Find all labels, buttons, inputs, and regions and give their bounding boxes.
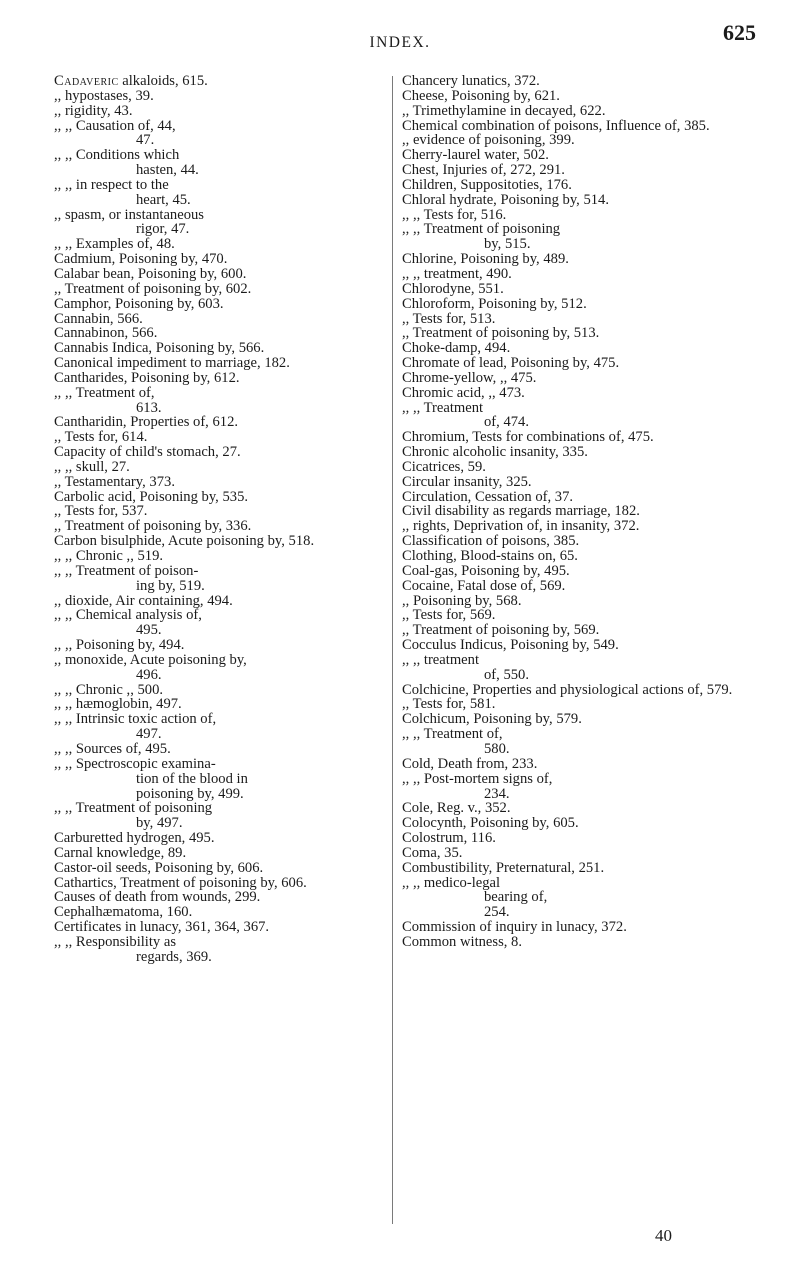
index-entry: Combustibility, Preternatural, 251. (402, 859, 605, 876)
index-entry: Colchicum, Poisoning by, 579. (402, 711, 582, 728)
index-entry: Chancery lunatics, 372. (402, 73, 540, 89)
index-entry-text: alkaloids, 615. (118, 73, 208, 89)
index-entry: Chemical combination of poisons, Influence of, 385. (402, 117, 710, 134)
index-entry: Certificates in lunacy, 361, 364, 367. (54, 919, 270, 936)
index-entry: Cantharidin, Properties of, 612. (54, 414, 239, 431)
index-entry (54, 74, 390, 89)
index-entry: ,, rigidity, 43. (54, 102, 133, 119)
index-entry-continuation: ing by, 519. (136, 577, 205, 594)
index-entry: Colocynth, Poisoning by, 605. (402, 815, 579, 832)
index-entry: Cantharides, Poisoning by, 612. (54, 369, 240, 386)
index-entry: ,, ,, Chronic ,, 500. (54, 681, 164, 698)
index-headword: Cadaveric (54, 73, 119, 89)
index-entry-continuation: by, 497. (136, 815, 183, 832)
index-entry: Carbon bisulphide, Acute poisoning by, 518. (54, 533, 315, 550)
index-entry: Coal-gas, Poisoning by, 495. (402, 562, 570, 579)
index-entry: ,, ,, Causation of, 44, (54, 117, 176, 134)
index-entry: Children, Suppositoties, 176. (402, 176, 572, 193)
index-entry: Chloral hydrate, Poisoning by, 514. (402, 191, 609, 208)
index-entry: ,, evidence of poisoning, 399. (402, 132, 575, 149)
index-entry: ,, monoxide, Acute poisoning by, (54, 651, 247, 668)
index-entry: Cadmium, Poisoning by, 470. (54, 251, 228, 268)
index-entry: Chromic acid, ,, 473. (402, 384, 525, 401)
index-entry: ,, Treatment of poisoning by, 336. (54, 518, 252, 535)
index-entry-continuation: hasten, 44. (136, 162, 199, 179)
index-entry: ,, ,, medico-legal (402, 874, 501, 891)
index-column-left (54, 74, 390, 965)
index-entry: ,, Tests for, 569. (402, 607, 496, 624)
index-entry: Causes of death from wounds, 299. (54, 889, 261, 906)
index-entry: ,, Tests for, 513. (402, 310, 496, 327)
index-entry: ,, Trimethylamine in decayed, 622. (402, 102, 606, 119)
index-entry-continuation: poisoning by, 499. (136, 785, 244, 802)
column-divider (392, 76, 393, 1224)
signature-mark: 40 (655, 1226, 672, 1245)
index-entry: Chlorine, Poisoning by, 489. (402, 251, 569, 268)
index-entry: ,, ,, Examples of, 48. (54, 236, 175, 253)
index-entry: Chrome-yellow, ,, 475. (402, 369, 537, 386)
index-entry-continuation: 254. (484, 904, 510, 921)
index-entry: Cicatrices, 59. (402, 458, 486, 475)
index-entry: Canonical impediment to marriage, 182. (54, 355, 290, 372)
index-entry: Cocaine, Fatal dose of, 569. (402, 577, 566, 594)
index-entry: Cold, Death from, 233. (402, 755, 538, 772)
index-entry: ,, ,, Treatment of poison- (54, 562, 199, 579)
index-entry-continuation: heart, 45. (136, 191, 191, 208)
index-entry: Calabar bean, Poisoning by, 600. (54, 265, 247, 282)
index-entry: Civil disability as regards marriage, 182. (402, 503, 640, 520)
index-entry: Chlorodyne, 551. (402, 280, 504, 297)
page-number: 625 (723, 20, 756, 45)
index-entry: ,, Tests for, 537. (54, 503, 148, 520)
index-entry: ,, ,, in respect to the (54, 176, 169, 193)
index-entry: Chromium, Tests for combinations of, 475. (402, 429, 654, 446)
index-entry-continuation: 580. (484, 740, 510, 757)
index-entry-continuation: 613. (136, 399, 162, 416)
index-entry: ,, Tests for, 614. (54, 429, 148, 446)
index-entry: ,, ,, hæmoglobin, 497. (54, 696, 182, 713)
index-entry: ,, ,, Chemical analysis of, (54, 607, 202, 624)
index-entry: Cole, Reg. v., 352. (402, 800, 511, 817)
index-entry: ,, ,, Treatment of, (54, 384, 155, 401)
index-entry: ,, rights, Deprivation of, in insanity, 372. (402, 518, 640, 535)
index-entry: Carbolic acid, Poisoning by, 535. (54, 488, 249, 505)
index-entry-continuation: 495. (136, 622, 162, 639)
index-entry: Commission of inquiry in lunacy, 372. (402, 919, 627, 936)
index-entry: Cannabinon, 566. (54, 325, 158, 342)
index-entry: ,, ,, Sources of, 495. (54, 740, 171, 757)
index-entry: Camphor, Poisoning by, 603. (54, 295, 224, 312)
index-entry-continuation: of, 550. (484, 666, 529, 683)
index-entry: ,, Testamentary, 373. (54, 473, 175, 490)
index-entry: ,, ,, Tests for, 516. (402, 206, 507, 223)
index-entry: Capacity of child's stomach, 27. (54, 444, 241, 461)
index-entry: ,, hypostases, 39. (54, 87, 154, 104)
index-entry-continuation: tion of the blood in (136, 770, 248, 787)
index-entry-continuation: rigor, 47. (136, 221, 190, 238)
index-entry: ,, ,, Treatment of poisoning (54, 800, 213, 817)
index-entry: ,, Poisoning by, 568. (402, 592, 522, 609)
index-entry: Cannabin, 566. (54, 310, 143, 327)
index-entry: ,, ,, Spectroscopic examina- (54, 755, 216, 772)
index-entry: ,, ,, Chronic ,, 519. (54, 548, 164, 564)
index-entry-continuation: 47. (136, 132, 155, 149)
index-entry: ,, ,, Conditions which (54, 147, 180, 164)
index-entry: Chromate of lead, Poisoning by, 475. (402, 355, 620, 372)
index-entry: ,, ,, Treatment (402, 399, 484, 416)
running-head: INDEX. (369, 34, 431, 51)
index-entry: ,, Tests for, 581. (402, 696, 496, 713)
index-entry: Circulation, Cessation of, 37. (402, 488, 574, 505)
index-entry: ,, ,, Treatment of poisoning (402, 221, 561, 238)
index-entry: ,, spasm, or instantaneous (54, 206, 204, 223)
index-column-right (402, 74, 738, 950)
index-entry: Circular insanity, 325. (402, 473, 532, 490)
index-entry-continuation: 496. (136, 666, 162, 683)
index-entry: ,, ,, treatment, 490. (402, 265, 512, 282)
index-entry-continuation: bearing of, (484, 889, 548, 906)
index-entry: Cathartics, Treatment of poisoning by, 606. (54, 874, 307, 891)
index-entry: ,, dioxide, Air containing, 494. (54, 592, 233, 609)
index-entry: Carburetted hydrogen, 495. (54, 830, 215, 847)
index-entry: ,, ,, Intrinsic toxic action of, (54, 711, 217, 728)
index-entry-continuation: by, 515. (484, 236, 531, 253)
index-entry: Cheese, Poisoning by, 621. (402, 87, 560, 104)
index-entry: Common witness, 8. (402, 933, 522, 950)
index-entry: Castor-oil seeds, Poisoning by, 606. (54, 859, 264, 876)
index-entry: ,, Treatment of poisoning by, 569. (402, 622, 600, 639)
index-entry: ,, ,, skull, 27. (54, 458, 130, 475)
index-entry: ,, ,, Responsibility as (54, 933, 177, 950)
index-entry: Clothing, Blood-stains on, 65. (402, 548, 578, 564)
index-entry-continuation: 497. (136, 726, 162, 743)
index-entry-continuation: of, 474. (484, 414, 529, 431)
index-entry: ,, ,, Treatment of, (402, 726, 503, 743)
index-entry: ,, Treatment of poisoning by, 602. (54, 280, 252, 297)
index-entry: Chloroform, Poisoning by, 512. (402, 295, 587, 312)
index-entry: Chronic alcoholic insanity, 335. (402, 444, 588, 461)
index-entry: Coma, 35. (402, 844, 463, 861)
index-entry: Cannabis Indica, Poisoning by, 566. (54, 340, 265, 357)
index-entry: Cocculus Indicus, Poisoning by, 549. (402, 637, 619, 654)
index-entry-continuation: regards, 369. (136, 948, 212, 965)
index-entry: ,, ,, Poisoning by, 494. (54, 637, 185, 654)
index-entry: Carnal knowledge, 89. (54, 844, 187, 861)
index-entry: Classification of poisons, 385. (402, 533, 580, 550)
index-entry: Cephalhæmatoma, 160. (54, 904, 193, 921)
index-entry: ,, ,, treatment (402, 651, 479, 668)
index-entry: ,, ,, Post-mortem signs of, (402, 770, 553, 787)
index-entry: Cherry-laurel water, 502. (402, 147, 549, 164)
index-entry: Choke-damp, 494. (402, 340, 511, 357)
index-entry-continuation: 234. (484, 785, 510, 802)
index-entry: Colchicine, Properties and physiological actions of, 579. (402, 681, 733, 698)
index-entry: Chest, Injuries of, 272, 291. (402, 162, 565, 179)
index-entry: Colostrum, 116. (402, 830, 496, 847)
index-entry: ,, Treatment of poisoning by, 513. (402, 325, 600, 342)
page-header (0, 12, 800, 52)
